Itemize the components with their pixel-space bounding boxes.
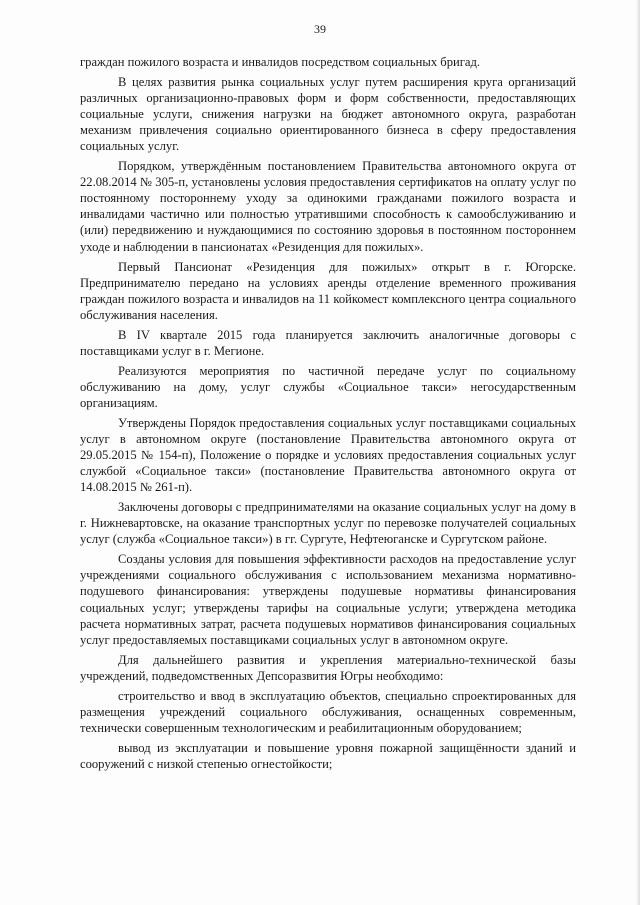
paragraph-1: граждан пожилого возраста и инвалидов посредством социальных бригад. (80, 55, 481, 69)
page-number: 39 (314, 22, 326, 36)
paragraph-11: строительство и ввод в эксплуатацию объектов, специально спроектированных для размещения учреждений социального обслуживания, оснащенных современным, технически совершенным технологическим и реабилитационным оборудованием; (80, 688, 576, 735)
scan-edge-shadow (636, 0, 640, 905)
document-body (80, 54, 576, 776)
paragraph-10: Для дальнейшего развития и укрепления материально-технической базы учреждений, подведомственных Депсоразвития Югры необходимо: (80, 652, 576, 683)
paragraph-12: вывод из эксплуатации и повышение уровня пожарной защищённости зданий и сооружений с низкой степенью огнестойкости; (80, 740, 576, 771)
paragraph-8: Заключены договоры с предпринимателями на оказание социальных услуг на дому в г. Нижневартовске, на оказание транспортных услуг по перевозке получателей социальных услуг (служба «Социальное такси») в гг. Сургуте, Нефтеюганске и Сургутском районе. (80, 500, 576, 547)
paragraph-5: В IV квартале 2015 года планируется заключить аналогичные договоры с поставщиками услуг в г. Мегионе. (80, 327, 576, 358)
paragraph-3: Порядком, утверждённым постановлением Правительства автономного округа от 22.08.2014 № 305-п, установлены условия предоставления сертификатов на оплату услуг по постоянному постороннему уходу за одинокими гражданами пожилого возраста и инвалидами частично или полностью утратившими способность к самообслуживанию и (или) передвижению и нуждающимися по состоянию здоровья в постоянном постороннем уходе и наблюдении в пансионатах «Резиденция для пожилых». (80, 159, 576, 254)
paragraph-6: Реализуются мероприятия по частичной передаче услуг по социальному обслуживанию на дому, услуг службы «Социальное такси» негосударственным организациям. (80, 363, 576, 410)
paragraph-2: В целях развития рынка социальных услуг путем расширения круга организаций различных организационно-правовых форм и форм собственности, предоставляющих социальные услуги, снижения нагрузки на бюджет автономного округа, разработан механизм привлечения социально ориентированного бизнеса в сферу предоставления социальных услуг. (80, 75, 576, 154)
paragraph-7: Утверждены Порядок предоставления социальных услуг поставщиками социальных услуг в автономном округе (постановление Правительства автономного округа от 29.05.2015 № 154-п), Положение о порядке и условиях предоставления социальных услуг службой «Социальное такси» (постановление Правительства автономного округа от 14.08.2015 № 261-п). (80, 415, 576, 495)
paragraph-4: Первый Пансионат «Резиденция для пожилых» открыт в г. Югорске. Предпринимателю передано на условиях аренды отделение временного проживания граждан пожилого возраста и инвалидов на 11 койкомест комплексного центра социального обслуживания населения. (80, 259, 576, 322)
paragraph-9: Созданы условия для повышения эффективности расходов на предоставление услуг учреждениями социального обслуживания с использованием механизма нормативно-подушевого финансирования: утверждены подушевые нормативы финансирования социальных услуг; утверждены тарифы на социальные услуги; утверждена методика расчета нормативных затрат, расчета подушевых нормативов финансирования социальных услуг предоставляемых поставщиками социальных услуг в автономном округе. (80, 552, 576, 647)
